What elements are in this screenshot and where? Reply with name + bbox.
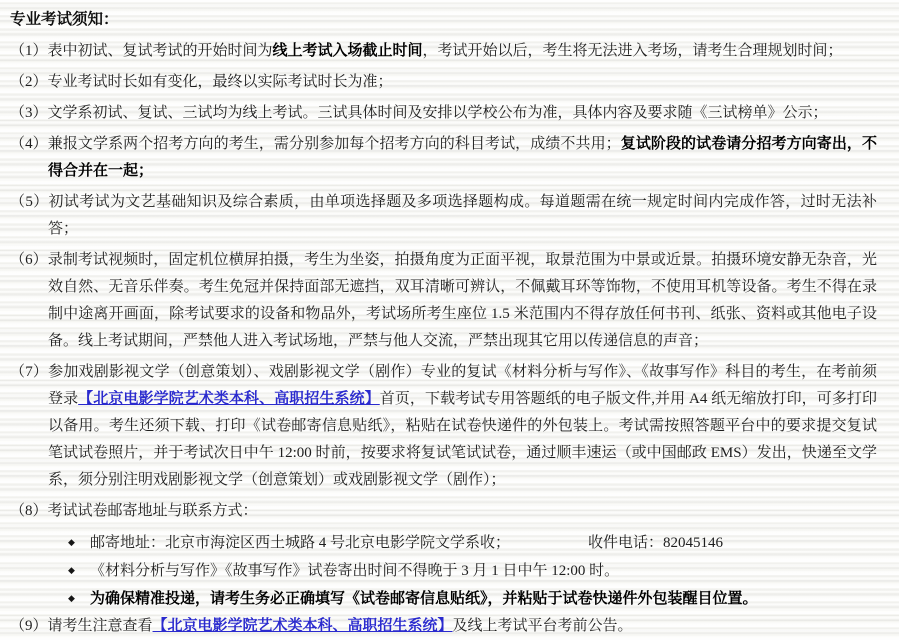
item-6-marker: （6） [10, 252, 48, 268]
mailing-deadline-bullet [10, 557, 877, 585]
item-8-text: 考试试卷邮寄地址与联系方式： [47, 503, 258, 519]
notice-item-8 [10, 498, 877, 525]
item-7-text-after: 首页，下载考试专用答题纸的电子版文件,并用 A4 纸无缩放打印，可多打印以备用。考生还须下载、打印《试卷邮寄信息贴纸》，粘贴在试卷快递件的外包装上。考试需按照答题平台中的要求提交复试笔试试卷照片，并于考试次日中午 12:00 时前，按要求将复试笔试试卷，通过顺丰速运（或中国邮政 EMS）发出，快递至文学系，须分别注明戏剧影视文学（创意策划）或戏剧影视文学（剧作）； [48, 391, 877, 488]
diamond-bullet-icon: ◆ [68, 565, 75, 575]
item-3-text: 文学系初试、复试、三试均为线上考试。三试具体时间及安排以学校公布为准，具体内容及要求随《三试榜单》公示； [47, 105, 828, 121]
item-5-text: 初试考试为文艺基础知识及综合素质，由单项选择题及多项选择题构成。每道题需在统一规定时间内完成作答，过时无法补答； [48, 194, 877, 237]
diamond-bullet-icon: ◆ [68, 537, 75, 547]
notice-item-4 [10, 131, 877, 185]
item-2-marker: （2） [10, 74, 48, 90]
mailing-sticker-bold-text: 为确保精准投递，请考生务必正确填写《试卷邮寄信息贴纸》，并粘贴于试卷快递件外包装醒目位置。 [90, 591, 758, 607]
item-1-text: 表中初试、复试考试的开始时间为 [47, 43, 273, 59]
notice-item-2 [10, 69, 877, 96]
notice-item-1 [10, 38, 877, 65]
item-1-marker: （1） [10, 43, 48, 59]
notice-item-9 [10, 613, 877, 640]
mailing-deadline-text: 《材料分析与写作》《故事写作》试卷寄出时间不得晚于 3 月 1 日中午 12:00 时。 [90, 563, 620, 579]
item-5-marker: （5） [10, 194, 49, 210]
mailing-address-text: 邮寄地址：北京市海淀区西土城路 4 号北京电影学院文学系收； [90, 535, 511, 551]
item-1-bold-text: 线上考试入场截止时间 [272, 43, 423, 59]
item-2-text: 专业考试时长如有变化，最终以实际考试时长为准； [47, 74, 393, 90]
page-title: 专业考试须知： [10, 11, 119, 28]
item-6-text: 录制考试视频时，固定机位横屏拍摄，考生为坐姿，拍摄角度为正面平视，取景范围为中景或近景。拍摄环境安静无杂音，光效自然、无音乐伴奏。考生免冠并保持面部无遮挡，双耳清晰可辨认，不佩戴耳环等饰物，不使用耳机等设备。考生不得在录制中途离开画面，除考试要求的设备和物品外，考试场所考生座位 1.5 米范围内不得存放任何书刊、纸张、资料或其他电子设备。线上考试期间，严禁他人进入考试场地，严禁与他人交流，严禁出现其它用以传递信息的声音； [47, 252, 877, 349]
diamond-bullet-icon: ◆ [68, 593, 75, 603]
item-4-bold-text: 复试阶段的试卷请分招考方向寄出，不得合并在一起； [48, 136, 877, 179]
notice-item-3 [10, 100, 877, 127]
item-4-text: 兼报文学系两个招考方向的考生，需分别参加每个招考方向的科目考试，成绩不共用； [47, 136, 621, 152]
item-3-marker: （3） [10, 105, 48, 121]
item-1-text-after: ，考试开始以后，考生将无法进入考场，请考生合理规划时间； [422, 43, 843, 59]
item-8-marker: （8） [10, 503, 48, 519]
item-4-marker: （4） [10, 136, 48, 152]
mailing-address-bullet [10, 529, 877, 557]
recipient-phone-text: 收件电话：82045146 [588, 535, 724, 551]
item-9-marker: （9） [10, 618, 48, 634]
notice-item-7 [10, 359, 877, 494]
admission-system-link[interactable]: 【北京电影学院艺术类本科、高职招生系统】 [152, 618, 453, 634]
mailing-sticker-bullet [10, 585, 877, 613]
notice-item-5 [10, 189, 877, 243]
item-9-text-after: 及线上考试平台考前公告。 [452, 618, 633, 634]
item-9-text: 请考生注意查看 [47, 618, 153, 634]
item-7-marker: （7） [10, 364, 49, 380]
notice-item-6 [10, 247, 877, 355]
admission-system-link[interactable]: 【北京电影学院艺术类本科、高职招生系统】 [78, 391, 380, 407]
item-7-text: 参加戏剧影视文学（创意策划）、戏剧影视文学（剧作）专业的复试《材料分析与写作》、《故事写作》科目的考生，在考前须登录 [48, 364, 877, 407]
